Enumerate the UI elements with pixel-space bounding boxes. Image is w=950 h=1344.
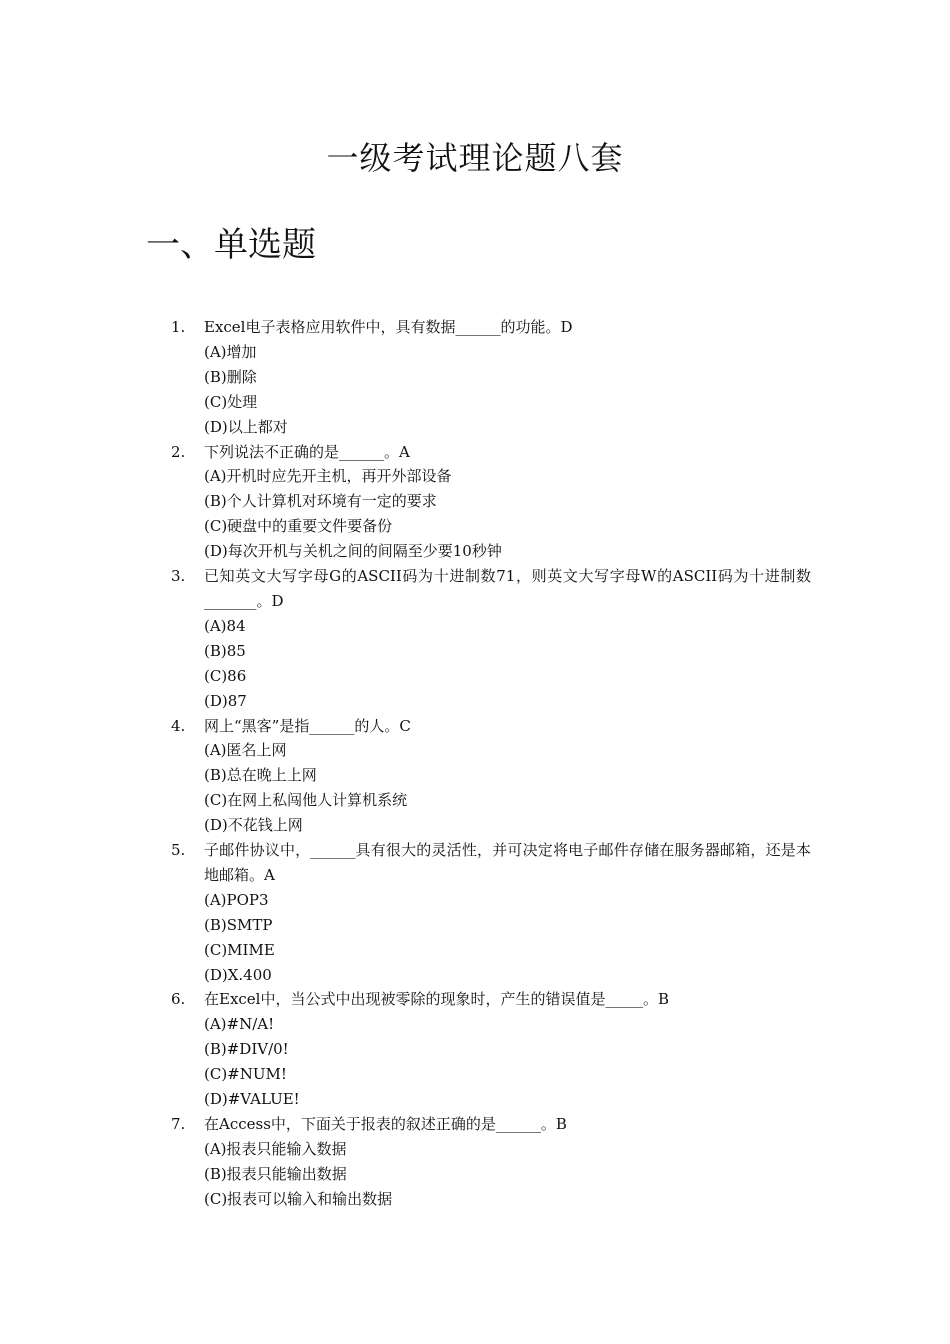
option-b: (B)#DIV/0! — [204, 1040, 289, 1059]
question-number: 3. — [171, 567, 186, 586]
section-heading: 一、单选题 — [146, 225, 316, 265]
option-b: (B)总在晚上上网 — [204, 766, 317, 785]
option-b: (B)个人计算机对环境有一定的要求 — [204, 492, 437, 511]
option-c: (C)报表可以输入和输出数据 — [204, 1189, 393, 1208]
question-text: 网上“黑客”是指______的人。C — [204, 716, 411, 735]
option-a: (A)匿名上网 — [204, 741, 287, 760]
option-a: (A)报表只能输入数据 — [204, 1139, 347, 1158]
option-d: (D)以上都对 — [204, 417, 288, 436]
question-item — [171, 987, 811, 1112]
option-d: (D)X.400 — [204, 965, 272, 984]
option-d: (D)不花钱上网 — [204, 816, 303, 835]
question-text: 在Access中，下面关于报表的叙述正确的是______。B — [204, 1115, 567, 1133]
option-c: (C)硬盘中的重要文件要备份 — [204, 517, 393, 536]
question-number: 4. — [171, 716, 186, 735]
option-a: (A)开机时应先开主机，再开外部设备 — [204, 467, 452, 486]
option-b: (B)删除 — [204, 367, 257, 386]
option-c: (C)在网上私闯他人计算机系统 — [204, 791, 408, 810]
question-list — [171, 315, 811, 1212]
option-b: (B)报表只能输出数据 — [204, 1164, 347, 1183]
question-item — [171, 315, 811, 440]
question-text: 已知英文大写字母G的ASCII码为十进制数71，则英文大写字母W的ASCII码为十进制数_______。D — [204, 567, 811, 610]
option-a: (A)84 — [204, 616, 246, 635]
option-b: (B)SMTP — [204, 915, 273, 934]
option-d: (D)87 — [204, 691, 247, 710]
option-d: (D)每次开机与关机之间的间隔至少要10秒钟 — [204, 542, 502, 561]
question-text: Excel电子表格应用软件中，具有数据______的功能。D — [204, 318, 573, 336]
option-d: (D)#VALUE! — [204, 1090, 300, 1109]
page-title: 一级考试理论题八套 — [326, 139, 624, 177]
option-c: (C)MIME — [204, 940, 275, 959]
question-item — [171, 440, 811, 565]
option-a: (A)增加 — [204, 342, 257, 361]
question-item — [171, 564, 811, 713]
question-number: 2. — [171, 442, 186, 461]
option-c: (C)#NUM! — [204, 1065, 287, 1084]
question-item — [171, 838, 811, 987]
option-a: (A)POP3 — [204, 890, 269, 909]
question-text: 子邮件协议中，______具有很大的灵活性，并可决定将电子邮件存储在服务器邮箱，还是本地邮箱。A — [204, 841, 811, 884]
question-text: 下列说法不正确的是______。A — [204, 442, 410, 461]
question-number: 1. — [171, 318, 186, 336]
question-text: 在Excel中，当公式中出现被零除的现象时，产生的错误值是_____。B — [204, 990, 670, 1009]
option-b: (B)85 — [204, 641, 246, 660]
question-item — [171, 1112, 811, 1212]
question-number: 6. — [171, 990, 186, 1009]
option-c: (C)86 — [204, 666, 247, 685]
question-number: 7. — [171, 1115, 186, 1133]
question-number: 5. — [171, 841, 186, 860]
option-a: (A)#N/A! — [204, 1015, 275, 1034]
option-c: (C)处理 — [204, 392, 258, 411]
question-item — [171, 714, 811, 839]
